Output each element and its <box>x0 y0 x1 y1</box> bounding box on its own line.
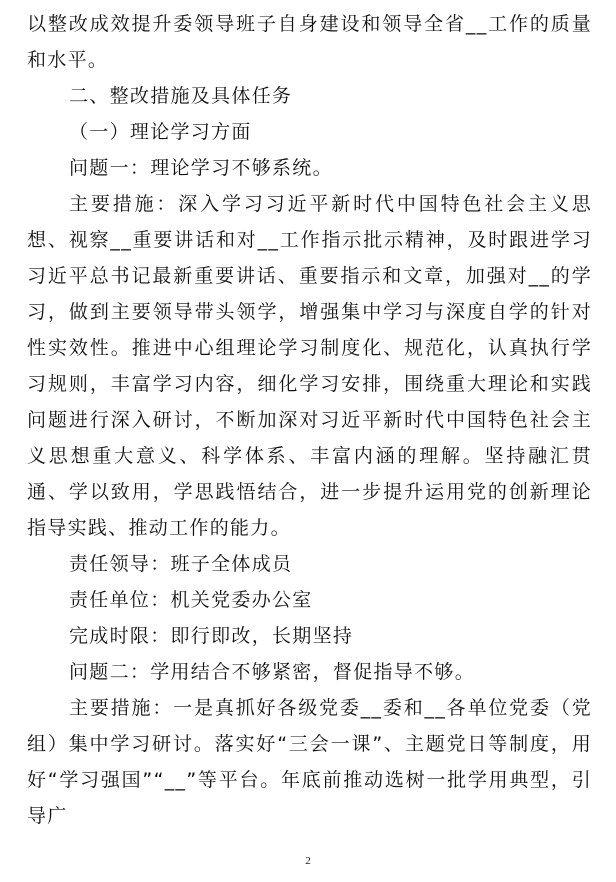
paragraph-continuation: 以整改成效提升委领导班子自身建设和领导全省__工作的质量和水平。 <box>27 13 592 71</box>
section-heading: 二、整改措施及具体任务 <box>69 85 293 107</box>
responsible-leader: 责任领导：班子全体成员 <box>69 553 293 575</box>
responsible-unit: 责任单位：机关党委办公室 <box>69 589 313 611</box>
deadline: 完成时限：即行即改，长期坚持 <box>69 625 354 647</box>
subsection-heading: （一）理论学习方面 <box>69 121 252 143</box>
problem-one: 问题一：理论学习不够系统。 <box>69 157 333 179</box>
page-number: 2 <box>305 855 311 867</box>
problem-two: 问题二：学用结合不够紧密，督促指导不够。 <box>69 661 476 683</box>
document-body <box>27 0 592 834</box>
measures-two: 主要措施：一是真抓好各级党委__委和__各单位党委（党组）集中学习研讨。落实好“三会一课”、主题党日等制度，用好“学习强国”“__”等平台。年底前推动选树一批学用典型，引导广 <box>27 697 592 827</box>
measures-one: 主要措施：深入学习习近平新时代中国特色社会主义思想、视察__重要讲话和对__工作指示批示精神，及时跟进学习习近平总书记最新重要讲话、重要指示和文章，加强对__的学习，做到主要领导带头领学，增强集中学习与深度自学的针对性实效性。推进中心组理论学习制度化、规范化，认真执行学习规则，丰富学习内容，细化学习安排，围绕重大理论和实践问题进行深入研讨，不断加深对习近平新时代中国特色社会主义思想重大意义、科学体系、丰富内涵的理解。坚持融汇贯通、学以致用，学思践悟结合，进一步提升运用党的创新理论指导实践、推动工作的能力。 <box>27 193 592 539</box>
